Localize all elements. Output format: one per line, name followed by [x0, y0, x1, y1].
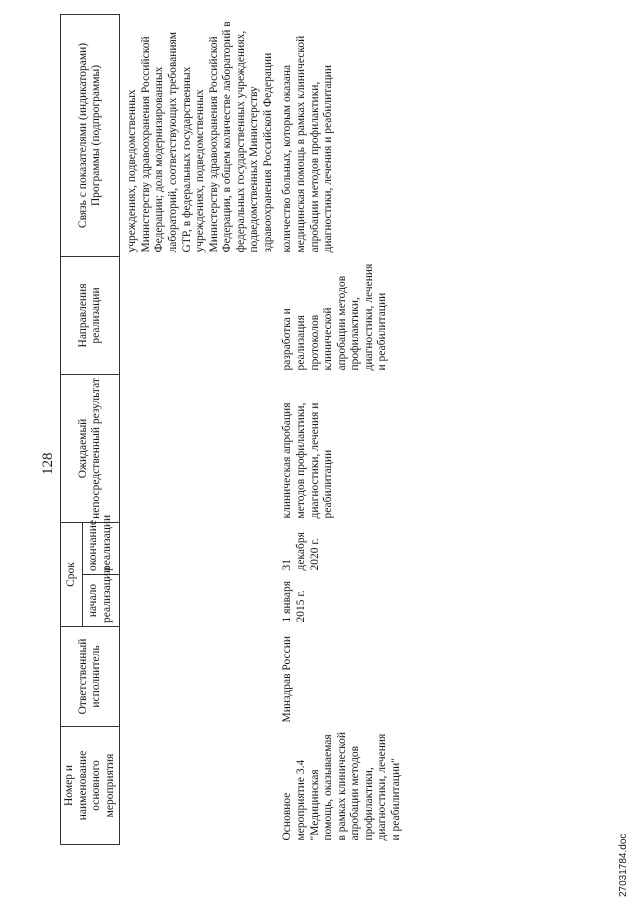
table-row: [278, 14, 406, 844]
cell-executor: Минздрав России: [281, 635, 294, 723]
cell-measure-name: Основное мероприятие 3.4 "Медицинская помощь, оказываемая в рамках клинической апробации методов профилактики, диагностики, лечения и реабилитации": [281, 731, 402, 841]
cell-start: 1 января 2015 г.: [281, 581, 307, 623]
header-measure-name: Номер и наименование основного мероприятия: [61, 727, 120, 845]
header-start: начало реализации: [82, 575, 120, 627]
cell-empty: [120, 374, 279, 522]
cell-end: 31 декабря 2020 г.: [281, 532, 321, 571]
document-id: 27031784.doc: [618, 833, 629, 897]
header-link: Связь с показателями (индикаторами) Программы (подпрограммы): [61, 14, 120, 256]
cell-directions: разработка и реализация протоколов клинической апробации методов профилактики, диагностики, лечения и реабилитации: [281, 263, 389, 371]
page-number: 128: [40, 452, 56, 475]
header-term: Срок: [61, 522, 83, 626]
header-directions: Направления реализации: [61, 256, 120, 374]
cell-result: клиническая апробация методов профилактики, диагностики, лечения и реабилитации: [281, 402, 335, 519]
cell-empty: [120, 627, 279, 727]
header-executor: Ответственный исполнитель: [61, 627, 120, 727]
cell-link: количество больных, которым оказана медицинская помощь в рамках клинической апробации методов профилактики, диагностики, лечения и реабилитации: [281, 35, 335, 253]
cell-empty: [120, 256, 279, 374]
cell-empty: [120, 727, 279, 845]
measures-table: [60, 14, 407, 845]
cell-empty: [120, 575, 279, 627]
cell-link-continuation: учреждениях, подведомственных Министерству здравоохранения Российской Федерации; доля модернизированных лабораторий, соответствующих требованиям GTP, в федеральных государственных учреждениях, подведомственных Министерству здравоохранения Российской Федерации, в общем количестве лабораторий в федеральных государственных учреждениях, подведомственных Министерству здравоохранения Российской Федерации: [126, 21, 274, 253]
cell-empty: [120, 522, 279, 574]
header-end: окончание реализации: [82, 522, 120, 574]
header-result: Ожидаемый непосредственный результат: [61, 374, 120, 522]
table-row-continuation: [120, 14, 279, 844]
